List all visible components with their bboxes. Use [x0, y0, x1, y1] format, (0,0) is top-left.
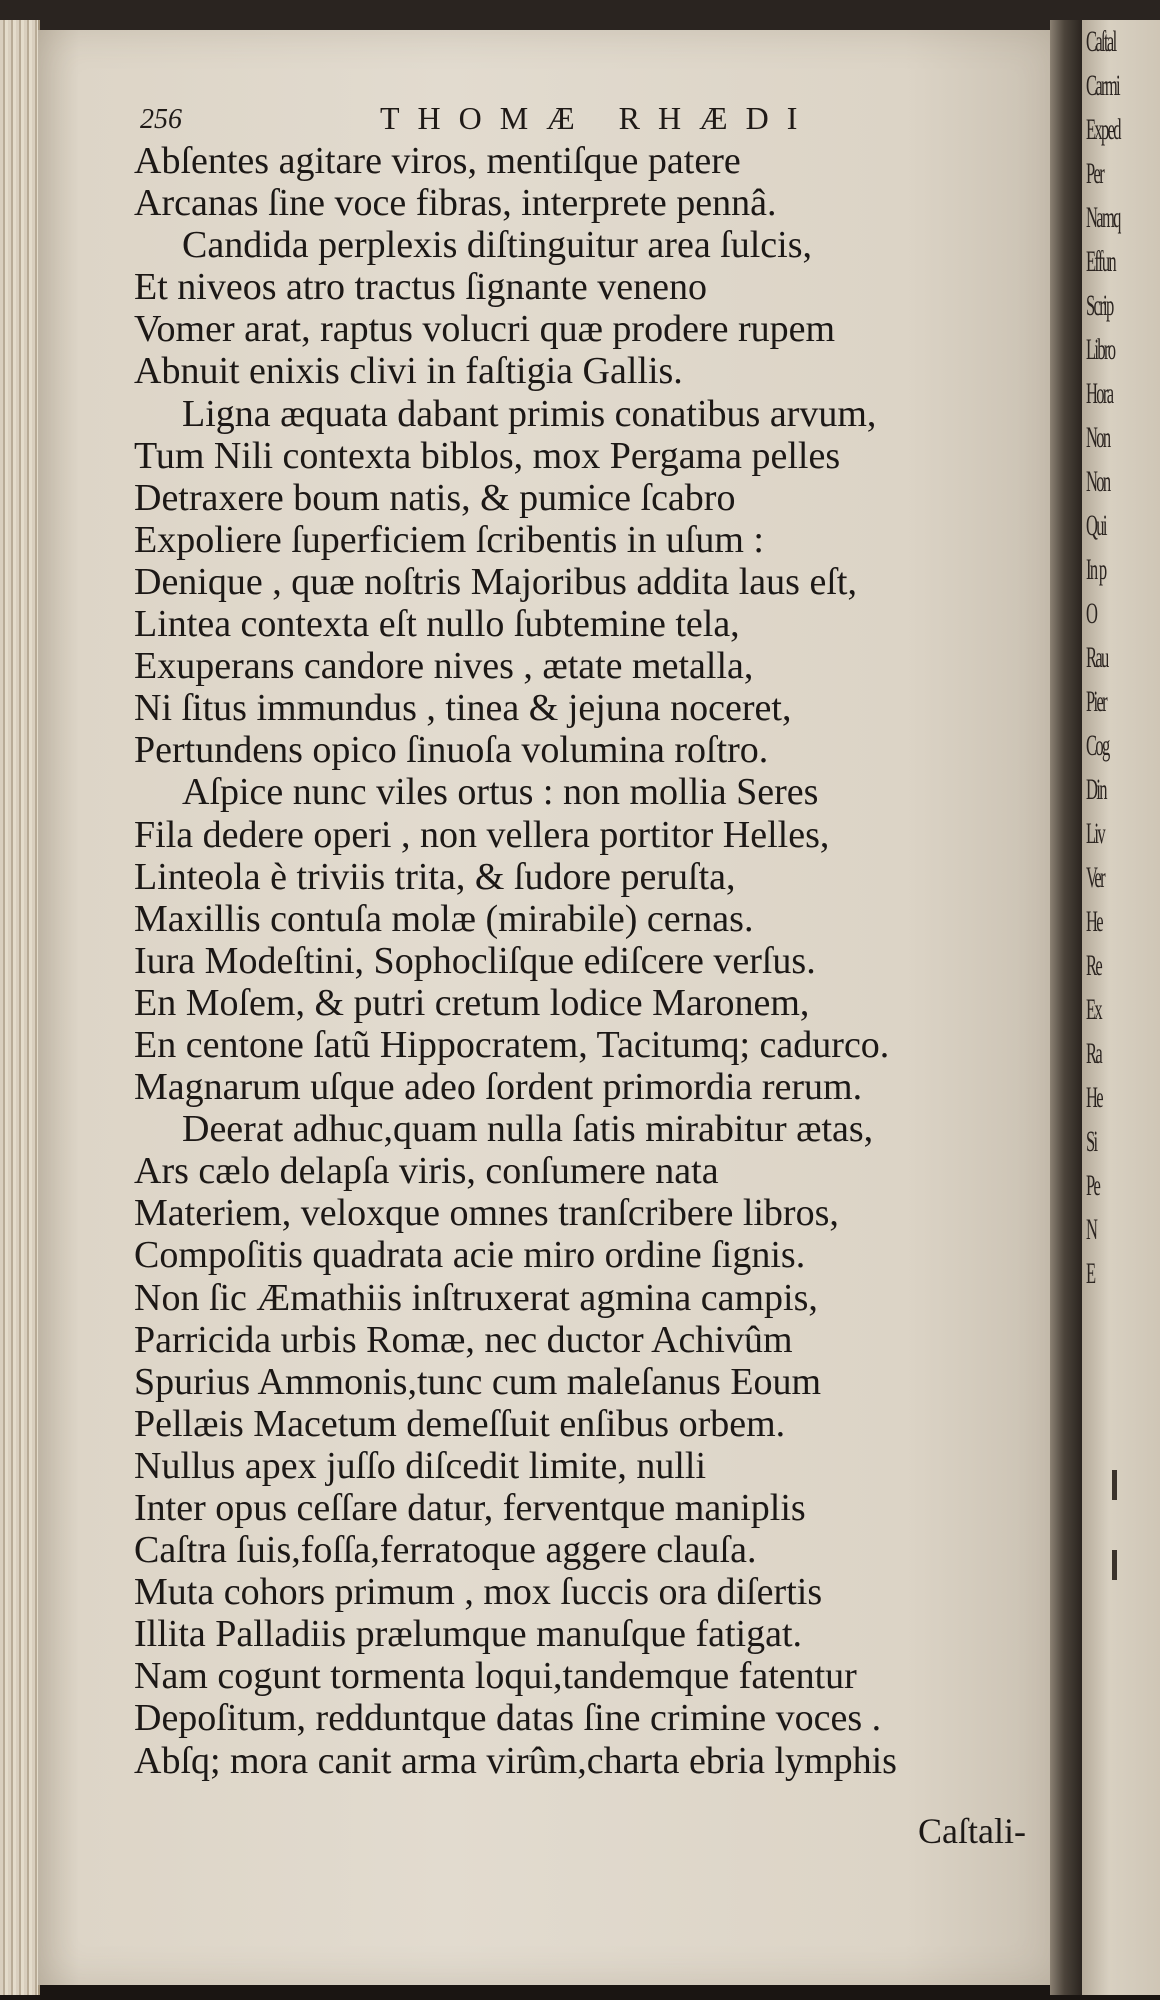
facing-page-fragment: N: [1086, 1213, 1097, 1246]
text-line: Ars cælo delapſa viris, conſumere nata: [134, 1150, 719, 1193]
text-line: Nam cogunt tormenta loqui,tandemque fatentur: [134, 1655, 857, 1698]
facing-page-fragment: Caſtal: [1086, 25, 1116, 58]
facing-page-mark: [1112, 1550, 1117, 1580]
facing-page-fragment: E: [1086, 1257, 1095, 1290]
facing-page-fragment: Liv: [1086, 817, 1104, 850]
facing-page-fragment: In p: [1086, 553, 1106, 586]
text-line: Illita Palladiis prælumque manuſque fatigat.: [134, 1613, 803, 1656]
text-line: Arcanas ſine voce fibras, interprete pennâ.: [134, 182, 777, 225]
facing-page-fragment: Hora: [1086, 377, 1113, 410]
text-line: Ligna æquata dabant primis conatibus arvum,: [182, 392, 877, 435]
text-line: Abſentes agitare viros, mentiſque patere: [134, 140, 741, 182]
text-line: Pellæis Macetum demeſſuit enſibus orbem.: [134, 1402, 786, 1445]
text-line: Abſq; mora canit arma virûm,charta ebria lymphis: [134, 1739, 897, 1782]
facing-page-fragment: Rau: [1086, 641, 1108, 674]
facing-page-text: [1086, 20, 1160, 1410]
facing-page-fragment: He: [1086, 905, 1102, 938]
text-line: Maxillis contuſa molæ (mirabile) cernas.: [134, 897, 754, 940]
facing-page-fragment: Pier: [1086, 685, 1106, 718]
text-line: Detraxere boum natis, & pumice ſcabro: [134, 476, 736, 519]
text-line: Compoſitis quadrata acie miro ordine ſignis.: [134, 1234, 806, 1277]
facing-page-fragment: Si: [1086, 1125, 1097, 1158]
text-line: Caſtra ſuis,foſſa,ferratoque aggere clauſa.: [134, 1529, 757, 1572]
text-line: Exuperans candore nives , ætate metalla,: [134, 645, 754, 688]
text-line: Magnarum uſque adeo ſordent primordia rerum.: [134, 1066, 863, 1109]
facing-page: [1082, 20, 1160, 1995]
text-line: Parricida urbis Romæ, nec ductor Achivûm: [134, 1318, 793, 1361]
text-line: Materiem, veloxque omnes tranſcribere libros,: [134, 1192, 839, 1235]
book-gutter: [1050, 20, 1082, 1995]
text-line: Fila dedere operi , non vellera portitor Helles,: [134, 813, 830, 856]
facing-page-fragment: He: [1086, 1081, 1102, 1114]
text-line: Muta cohors primum , mox ſuccis ora diſertis: [134, 1571, 823, 1614]
page-header: [140, 96, 860, 146]
facing-page-fragment: Pe: [1086, 1169, 1100, 1202]
facing-page-fragment: Ex: [1086, 993, 1102, 1026]
text-line: Abnuit enixis clivi in faſtigia Gallis.: [134, 350, 683, 393]
facing-page-fragment: Re: [1086, 949, 1102, 982]
facing-page-fragment: Ver: [1086, 861, 1104, 894]
text-line: Inter opus ceſſare datur, ferventque maniplis: [134, 1487, 806, 1529]
text-line: Denique , quæ noſtris Majoribus addita laus eſt,: [134, 560, 857, 603]
text-line: Linteola è triviis trita, & ſudore peruſta,: [134, 855, 736, 898]
text-line: Depoſitum, redduntque datas ſine crimine voces .: [134, 1697, 882, 1740]
facing-page-fragment: Carmi: [1086, 69, 1119, 102]
text-line: Vomer arat, raptus volucri quæ prodere rupem: [134, 308, 836, 351]
text-line: Deerat adhuc,quam nulla ſatis mirabitur ætas,: [182, 1108, 874, 1151]
facing-page-fragment: Per: [1086, 157, 1104, 190]
facing-page-fragment: Non: [1086, 421, 1110, 454]
text-line: Expoliere ſuperficiem ſcribentis in uſum :: [134, 518, 764, 561]
catchword: Caſtali-: [918, 1811, 1026, 1851]
text-line: Tum Nili contexta biblos, mox Pergama pelles: [134, 434, 841, 477]
text-line: Iura Modeſtini, Sophocliſque ediſcere verſus.: [134, 939, 816, 982]
text-line: Candida perplexis diſtinguitur area ſulcis,: [182, 224, 813, 267]
text-line: Pertundens opico ſinuoſa volumina roſtro.: [134, 729, 769, 772]
facing-page-fragment: Namq: [1086, 201, 1120, 234]
text-line: En Moſem, & putri cretum lodice Maronem,: [134, 981, 810, 1024]
facing-page-mark: [1112, 1470, 1117, 1500]
text-line: Ni ſitus immundus , tinea & jejuna noceret,: [134, 687, 792, 730]
facing-page-fragment: Qui: [1086, 509, 1106, 542]
poem-text: [134, 140, 1064, 1782]
text-line: Lintea contexta eſt nullo ſubtemine tela,: [134, 603, 740, 646]
text-line: Non ſic Æmathiis inſtruxerat agmina campis,: [134, 1276, 818, 1319]
text-line: Aſpice nunc viles ortus : non mollia Seres: [182, 771, 819, 814]
facing-page-fragment: Non: [1086, 465, 1110, 498]
text-line: Nullus apex juſſo diſcedit limite, nulli: [134, 1444, 707, 1487]
page-number: 256: [140, 104, 182, 135]
text-line: En centone ſatũ Hippocratem, Tacitumq; cadurco.: [134, 1023, 890, 1066]
facing-page-fragment: O: [1086, 597, 1097, 630]
page-edges: [0, 20, 40, 1995]
text-line: Et niveos atro tractus ſignante veneno: [134, 266, 707, 309]
facing-page-fragment: Scrip: [1086, 289, 1113, 322]
facing-page-fragment: Exped: [1086, 113, 1120, 146]
text-line: Spurius Ammonis,tunc cum maleſanus Eoum: [134, 1360, 822, 1403]
facing-page-fragment: Ra: [1086, 1037, 1102, 1070]
facing-page-fragment: Din: [1086, 773, 1106, 806]
facing-page-fragment: Cog: [1086, 729, 1109, 762]
running-head: THOMÆ RHÆDI: [380, 100, 816, 136]
facing-page-fragment: Libro: [1086, 333, 1115, 366]
facing-page-fragment: Effun: [1086, 245, 1116, 278]
